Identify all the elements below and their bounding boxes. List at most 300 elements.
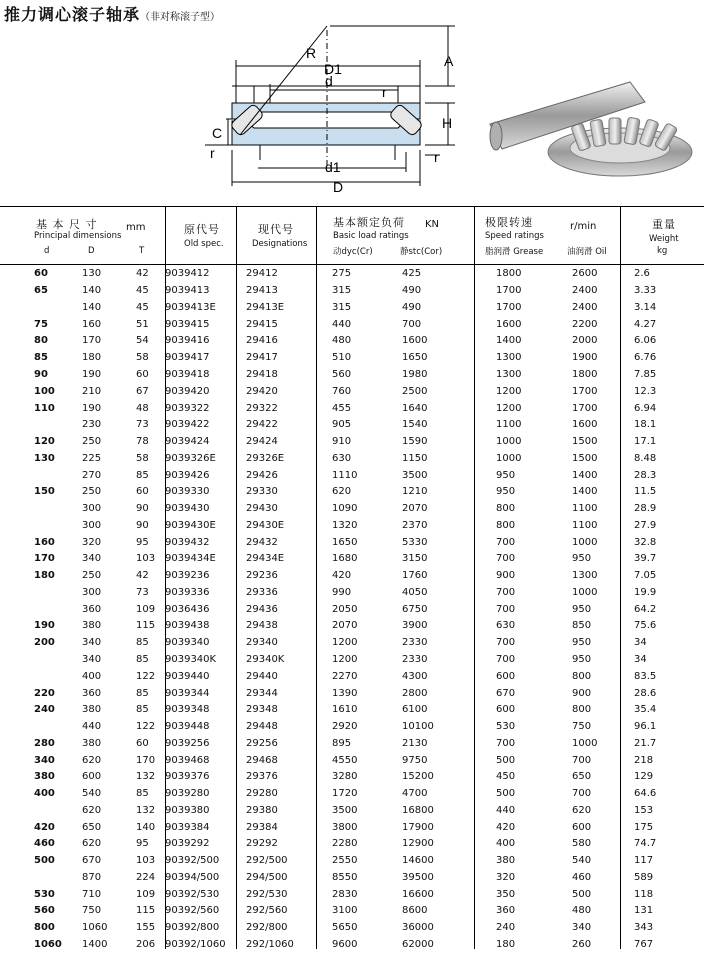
cell-cr: 560 — [332, 368, 352, 380]
cell-T: 67 — [136, 385, 149, 397]
cell-designation: 29448 — [246, 721, 278, 733]
cell-cr: 9600 — [332, 939, 358, 950]
cell-speed-oil: 480 — [572, 905, 592, 917]
cell-cr: 630 — [332, 452, 352, 464]
cell-cr: 315 — [332, 285, 352, 297]
cell-D: 140 — [82, 301, 102, 313]
cell-old-spec: 9039468 — [165, 754, 210, 766]
cell-T: 42 — [136, 268, 149, 280]
cell-T: 85 — [136, 704, 149, 716]
bearing-spec-table — [0, 266, 704, 953]
cell-weight: 19.9 — [634, 586, 657, 598]
bearing-photo — [480, 74, 700, 184]
cell-old-spec: 9039415 — [165, 318, 210, 330]
cell-speed-grease: 320 — [496, 871, 516, 883]
cell-weight: 129 — [634, 771, 654, 783]
table-row — [0, 937, 704, 953]
cell-speed-grease: 700 — [496, 653, 516, 665]
cell-D: 230 — [82, 419, 102, 431]
cell-speed-grease: 630 — [496, 620, 516, 632]
cell-D: 190 — [82, 402, 102, 414]
cell-speed-grease: 1300 — [496, 368, 522, 380]
cell-d — [0, 601, 78, 618]
cell-d: 240 — [34, 704, 55, 716]
cell-designation: 29340K — [246, 653, 285, 665]
cell-weight: 131 — [634, 905, 654, 917]
header-new-en: Designations — [252, 239, 308, 249]
cell-d: 420 — [34, 821, 55, 833]
cell-speed-grease: 1000 — [496, 452, 522, 464]
cell-weight: 96.1 — [634, 721, 657, 733]
cell-cr: 2830 — [332, 888, 358, 900]
cell-weight: 75.6 — [634, 620, 657, 632]
cell-speed-grease: 380 — [496, 855, 516, 867]
cell-d: 500 — [34, 855, 55, 867]
cell-weight: 39.7 — [634, 553, 657, 565]
cell-cr: 480 — [332, 335, 352, 347]
cell-d: 220 — [34, 687, 55, 699]
cell-old-spec: 9039440 — [165, 670, 210, 682]
cell-weight: 12.3 — [634, 385, 657, 397]
cell-D: 380 — [82, 737, 102, 749]
cell-D: 250 — [82, 570, 102, 582]
cell-weight: 32.8 — [634, 536, 657, 548]
cell-cr: 1320 — [332, 519, 358, 531]
cell-speed-grease: 500 — [496, 788, 516, 800]
table-row — [0, 367, 704, 384]
cell-old-spec: 9039438 — [165, 620, 210, 632]
cell-weight: 34 — [634, 653, 647, 665]
cell-D: 600 — [82, 771, 102, 783]
cell-d: 380 — [34, 771, 55, 783]
table-row — [0, 434, 704, 451]
cell-speed-grease: 1100 — [496, 419, 522, 431]
cell-old-spec: 9039236 — [165, 570, 210, 582]
table-row — [0, 652, 704, 669]
cell-designation: 29430E — [246, 519, 285, 531]
cell-T: 109 — [136, 888, 156, 900]
cell-cr: 510 — [332, 352, 352, 364]
cell-designation: 29412 — [246, 268, 278, 280]
cell-cor: 3900 — [402, 620, 428, 632]
table-row — [0, 417, 704, 434]
cell-designation: 29292 — [246, 838, 278, 850]
cell-D: 130 — [82, 268, 102, 280]
cell-weight: 34 — [634, 637, 647, 649]
cell-cr: 1200 — [332, 653, 358, 665]
cell-old-spec: 9039256 — [165, 737, 210, 749]
cell-old-spec: 9039430E — [165, 519, 216, 531]
cell-weight: 11.5 — [634, 486, 657, 498]
cell-T: 90 — [136, 503, 149, 515]
cell-designation: 29413E — [246, 301, 285, 313]
cell-d: 340 — [34, 754, 55, 766]
cell-weight: 4.27 — [634, 318, 657, 330]
cell-designation: 292/530 — [246, 888, 288, 900]
cell-speed-oil: 950 — [572, 603, 592, 615]
cell-speed-oil: 900 — [572, 687, 592, 699]
cell-speed-grease: 950 — [496, 486, 516, 498]
cell-designation: 29432 — [246, 536, 278, 548]
cell-cor: 62000 — [402, 939, 434, 950]
cell-designation: 294/500 — [246, 871, 288, 883]
cell-d — [0, 467, 78, 484]
cell-speed-oil: 950 — [572, 637, 592, 649]
cell-speed-oil: 540 — [572, 855, 592, 867]
table-row — [0, 501, 704, 518]
cell-designation: 29434E — [246, 553, 285, 565]
cell-cor: 36000 — [402, 922, 434, 934]
cell-speed-grease: 1000 — [496, 436, 522, 448]
cell-cor: 3150 — [402, 553, 428, 565]
cell-old-spec: 9039340 — [165, 637, 210, 649]
cell-d: 800 — [34, 922, 55, 934]
cell-speed-oil: 1400 — [572, 469, 598, 481]
cell-D: 270 — [82, 469, 102, 481]
header-dims-en: Principal dimensions — [34, 231, 122, 241]
cell-speed-oil: 1700 — [572, 402, 598, 414]
cell-old-spec: 9039336 — [165, 586, 210, 598]
cell-designation: 292/800 — [246, 922, 288, 934]
label-r-left: r — [210, 145, 215, 161]
cell-D: 380 — [82, 620, 102, 632]
cell-T: 58 — [136, 352, 149, 364]
cell-cor: 1210 — [402, 486, 428, 498]
cell-d: 400 — [34, 788, 55, 800]
cell-cr: 5650 — [332, 922, 358, 934]
cell-T: 95 — [136, 536, 149, 548]
cell-d: 90 — [34, 368, 48, 380]
cell-D: 670 — [82, 855, 102, 867]
cell-speed-grease: 700 — [496, 637, 516, 649]
table-row — [0, 769, 704, 786]
label-r-top: r — [382, 84, 387, 100]
cell-cr: 905 — [332, 419, 352, 431]
cell-T: 103 — [136, 855, 156, 867]
table-row — [0, 283, 704, 300]
cell-speed-oil: 950 — [572, 553, 592, 565]
cell-speed-grease: 360 — [496, 905, 516, 917]
header-grease: 脂润滑 Grease — [485, 247, 544, 257]
table-row — [0, 870, 704, 887]
label-A: A — [444, 53, 454, 69]
table-row — [0, 803, 704, 820]
cell-old-spec: 90392/800 — [165, 922, 220, 934]
cell-d: 460 — [34, 838, 55, 850]
cell-cor: 1980 — [402, 368, 428, 380]
cell-d: 530 — [34, 888, 55, 900]
label-C: C — [212, 125, 223, 141]
cell-d: 180 — [34, 570, 55, 582]
cell-weight: 3.33 — [634, 285, 657, 297]
header-top-rule — [0, 206, 704, 207]
cell-old-spec: 9039292 — [165, 838, 210, 850]
cell-cor: 16600 — [402, 888, 434, 900]
cell-cor: 3500 — [402, 469, 428, 481]
cell-T: 58 — [136, 452, 149, 464]
cell-speed-oil: 1500 — [572, 436, 598, 448]
cell-D: 360 — [82, 687, 102, 699]
cell-d: 65 — [34, 285, 48, 297]
cell-cor: 1650 — [402, 352, 428, 364]
cell-designation: 29413 — [246, 285, 278, 297]
cell-weight: 117 — [634, 855, 654, 867]
label-r-right: r — [434, 149, 439, 165]
cell-cr: 1200 — [332, 637, 358, 649]
cell-D: 160 — [82, 318, 102, 330]
table-row — [0, 853, 704, 870]
cell-designation: 29256 — [246, 737, 278, 749]
cell-weight: 589 — [634, 871, 654, 883]
cell-designation: 29436 — [246, 603, 278, 615]
cell-D: 340 — [82, 653, 102, 665]
cell-designation: 29326E — [246, 452, 285, 464]
cell-cor: 16800 — [402, 804, 434, 816]
header-weight-cn: 重量 — [652, 218, 676, 231]
cell-old-spec: 9039348 — [165, 704, 210, 716]
cell-T: 85 — [136, 469, 149, 481]
table-row — [0, 383, 704, 400]
cell-speed-grease: 180 — [496, 939, 516, 950]
cell-old-spec: 9039380 — [165, 804, 210, 816]
cell-speed-grease: 240 — [496, 922, 516, 934]
table-row — [0, 735, 704, 752]
cell-T: 122 — [136, 721, 156, 733]
cell-T: 95 — [136, 838, 149, 850]
cell-cor: 1760 — [402, 570, 428, 582]
header-load-cn: 基本额定负荷 — [333, 216, 405, 229]
cell-designation: 29468 — [246, 754, 278, 766]
cell-T: 85 — [136, 653, 149, 665]
cell-speed-grease: 700 — [496, 553, 516, 565]
cell-d — [0, 803, 78, 820]
cell-designation: 292/500 — [246, 855, 288, 867]
cell-designation: 29426 — [246, 469, 278, 481]
cell-T: 73 — [136, 419, 149, 431]
cell-D: 190 — [82, 368, 102, 380]
cell-d: 560 — [34, 905, 55, 917]
cell-D: 540 — [82, 788, 102, 800]
table-row — [0, 836, 704, 853]
cell-cor: 2370 — [402, 519, 428, 531]
cell-d: 100 — [34, 385, 55, 397]
cell-cor: 1640 — [402, 402, 428, 414]
cell-cor: 1590 — [402, 436, 428, 448]
cell-speed-oil: 800 — [572, 704, 592, 716]
cell-weight: 153 — [634, 804, 654, 816]
cell-cr: 760 — [332, 385, 352, 397]
cell-speed-grease: 1700 — [496, 301, 522, 313]
cell-designation: 29384 — [246, 821, 278, 833]
cell-designation: 29376 — [246, 771, 278, 783]
cell-speed-grease: 1200 — [496, 385, 522, 397]
cell-cor: 6750 — [402, 603, 428, 615]
cell-D: 300 — [82, 519, 102, 531]
cell-designation: 29348 — [246, 704, 278, 716]
cell-cor: 2500 — [402, 385, 428, 397]
cell-designation: 29422 — [246, 419, 278, 431]
header-weight-en: Weight — [649, 234, 679, 244]
cell-speed-oil: 650 — [572, 771, 592, 783]
cell-old-spec: 9039418 — [165, 368, 210, 380]
cell-cr: 4550 — [332, 754, 358, 766]
cell-speed-grease: 400 — [496, 838, 516, 850]
table-row — [0, 484, 704, 501]
cell-speed-grease: 670 — [496, 687, 516, 699]
cell-cor: 15200 — [402, 771, 434, 783]
table-body — [0, 266, 704, 953]
cell-cor: 490 — [402, 301, 422, 313]
cell-designation: 29417 — [246, 352, 278, 364]
cell-speed-grease: 1300 — [496, 352, 522, 364]
cell-weight: 175 — [634, 821, 654, 833]
label-H: H — [442, 115, 453, 131]
cell-cor: 4700 — [402, 788, 428, 800]
cell-speed-grease: 600 — [496, 704, 516, 716]
cell-speed-oil: 2400 — [572, 301, 598, 313]
cell-speed-grease: 350 — [496, 888, 516, 900]
cell-designation: 29416 — [246, 335, 278, 347]
cell-cr: 2920 — [332, 721, 358, 733]
label-R: R — [306, 45, 317, 61]
cell-speed-oil: 850 — [572, 620, 592, 632]
header-new-cn: 现代号 — [258, 223, 294, 236]
cell-D: 250 — [82, 486, 102, 498]
cell-speed-grease: 700 — [496, 586, 516, 598]
cell-speed-grease: 420 — [496, 821, 516, 833]
cell-cr: 2270 — [332, 670, 358, 682]
cell-d: 170 — [34, 553, 55, 565]
title-main: 推力调心滚子轴承 — [4, 5, 141, 24]
header-old-cn: 原代号 — [184, 223, 220, 236]
cell-d: 1060 — [34, 939, 62, 950]
cell-old-spec: 9039420 — [165, 385, 210, 397]
cell-cr: 3100 — [332, 905, 358, 917]
cell-T: 90 — [136, 519, 149, 531]
cell-cor: 12900 — [402, 838, 434, 850]
table-row — [0, 601, 704, 618]
cell-cr: 3500 — [332, 804, 358, 816]
cell-old-spec: 9039412 — [165, 268, 210, 280]
cell-speed-oil: 2200 — [572, 318, 598, 330]
cell-weight: 7.85 — [634, 368, 657, 380]
cell-designation: 29424 — [246, 436, 278, 448]
cell-old-spec: 9039422 — [165, 419, 210, 431]
cell-cor: 6100 — [402, 704, 428, 716]
table-row — [0, 786, 704, 803]
cell-speed-grease: 700 — [496, 536, 516, 548]
cell-speed-grease: 1700 — [496, 285, 522, 297]
title-sub: （非对称滚子型） — [140, 12, 221, 23]
cell-weight: 6.06 — [634, 335, 657, 347]
cell-old-spec: 9039322 — [165, 402, 210, 414]
cell-cr: 990 — [332, 586, 352, 598]
cell-d — [0, 517, 78, 534]
cell-designation: 29322 — [246, 402, 278, 414]
header-dims-cn: 基 本 尺 寸 — [36, 218, 98, 231]
cell-speed-grease: 900 — [496, 570, 516, 582]
cell-T: 122 — [136, 670, 156, 682]
table-row — [0, 886, 704, 903]
cell-old-spec: 90392/530 — [165, 888, 220, 900]
cell-d: 120 — [34, 436, 55, 448]
cell-speed-oil: 1900 — [572, 352, 598, 364]
cell-d: 190 — [34, 620, 55, 632]
cell-d: 160 — [34, 536, 55, 548]
cell-designation: 292/1060 — [246, 939, 294, 950]
cell-cor: 5330 — [402, 536, 428, 548]
cell-weight: 2.6 — [634, 268, 650, 280]
cell-old-spec: 9039344 — [165, 687, 210, 699]
cell-speed-oil: 500 — [572, 888, 592, 900]
cell-designation: 29380 — [246, 804, 278, 816]
cell-speed-oil: 600 — [572, 821, 592, 833]
cell-old-spec: 9039413 — [165, 285, 210, 297]
table-row — [0, 534, 704, 551]
table-row — [0, 752, 704, 769]
cell-cr: 2550 — [332, 855, 358, 867]
cell-D: 170 — [82, 335, 102, 347]
cell-weight: 28.3 — [634, 469, 657, 481]
cell-D: 300 — [82, 586, 102, 598]
cell-D: 400 — [82, 670, 102, 682]
table-row — [0, 719, 704, 736]
cell-designation: 29420 — [246, 385, 278, 397]
cell-D: 250 — [82, 436, 102, 448]
cell-old-spec: 90392/1060 — [165, 939, 226, 950]
cell-speed-grease: 440 — [496, 804, 516, 816]
table-row — [0, 467, 704, 484]
cell-D: 870 — [82, 871, 102, 883]
table-row — [0, 668, 704, 685]
cell-cr: 2050 — [332, 603, 358, 615]
cell-old-spec: 9039417 — [165, 352, 210, 364]
cell-speed-oil: 1000 — [572, 737, 598, 749]
cell-weight: 7.05 — [634, 570, 657, 582]
cell-speed-oil: 700 — [572, 788, 592, 800]
cell-weight: 6.76 — [634, 352, 657, 364]
cell-D: 210 — [82, 385, 102, 397]
cell-T: 48 — [136, 402, 149, 414]
cell-weight: 21.7 — [634, 737, 657, 749]
table-row — [0, 400, 704, 417]
cell-speed-grease: 950 — [496, 469, 516, 481]
cell-d: 85 — [34, 352, 48, 364]
header-col-T: T — [139, 246, 145, 256]
cell-cor: 2130 — [402, 737, 428, 749]
cell-d: 200 — [34, 637, 55, 649]
cell-D: 380 — [82, 704, 102, 716]
cell-T: 85 — [136, 788, 149, 800]
cell-weight: 64.2 — [634, 603, 657, 615]
cell-speed-oil: 1400 — [572, 486, 598, 498]
cell-d: 150 — [34, 486, 55, 498]
cell-cr: 2280 — [332, 838, 358, 850]
cell-weight: 83.5 — [634, 670, 657, 682]
cell-speed-grease: 450 — [496, 771, 516, 783]
cell-d: 80 — [34, 335, 48, 347]
cell-cor: 39500 — [402, 871, 434, 883]
cell-D: 340 — [82, 553, 102, 565]
cell-old-spec: 9039340K — [165, 653, 217, 665]
cell-T: 60 — [136, 486, 149, 498]
header-speed-unit: r/min — [570, 221, 597, 232]
cell-old-spec: 90392/560 — [165, 905, 220, 917]
header-old-en: Old spec. — [184, 239, 224, 249]
cell-cor: 14600 — [402, 855, 434, 867]
cell-speed-grease: 1600 — [496, 318, 522, 330]
cell-T: 224 — [136, 871, 156, 883]
